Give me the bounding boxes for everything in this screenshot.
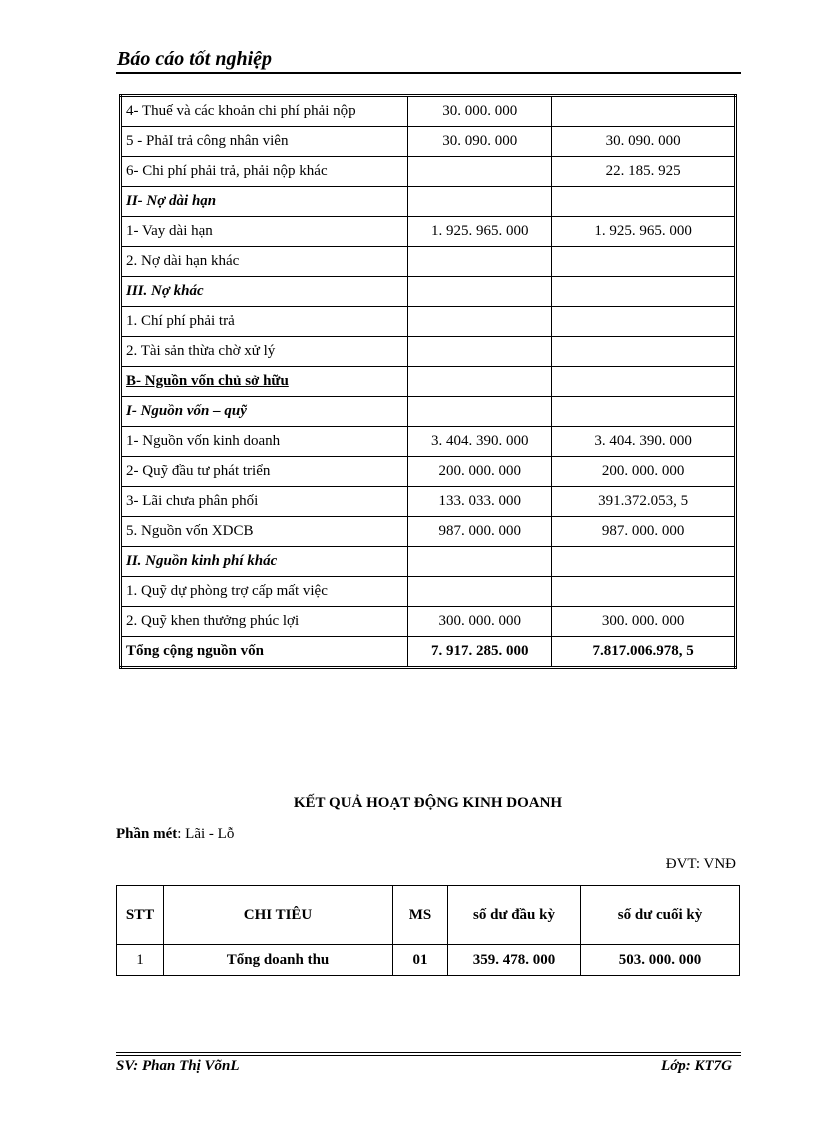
row-end-value: 300. 000. 000 <box>552 607 736 637</box>
row-label: 6- Chi phí phải trả, phải nộp khác <box>121 157 408 187</box>
row-end-value <box>552 96 736 127</box>
table-row <box>121 637 736 668</box>
header-start: số dư đầu kỳ <box>448 886 581 945</box>
row-label: 5. Nguồn vốn XDCB <box>121 517 408 547</box>
row-end-value: 987. 000. 000 <box>552 517 736 547</box>
table-row <box>121 96 736 127</box>
row-label: 1- Nguồn vốn kinh doanh <box>121 427 408 457</box>
row-end-value: 30. 090. 000 <box>552 127 736 157</box>
balance-sheet-table <box>119 94 737 669</box>
result-part-line <box>116 826 234 843</box>
row-label <box>121 547 408 577</box>
result-section-title: KẾT QUẢ HOẠT ĐỘNG KINH DOANH <box>293 795 563 811</box>
row-start-value: 987. 000. 000 <box>408 517 552 547</box>
currency-unit: ĐVT: VNĐ <box>665 856 736 872</box>
result-part-value: : Lãi - Lỗ <box>177 826 235 842</box>
header-divider <box>116 72 741 74</box>
table-row <box>121 187 736 217</box>
footer-student: SV: Phan Thị VõnL <box>116 1058 240 1074</box>
table-row <box>121 217 736 247</box>
business-result-table <box>116 885 740 976</box>
row-start-value: 359. 478. 000 <box>448 945 581 976</box>
row-name: Tổng doanh thu <box>164 945 393 976</box>
table-row <box>121 487 736 517</box>
row-end-value <box>552 187 736 217</box>
row-stt: 1 <box>117 945 164 976</box>
row-start-value <box>408 367 552 397</box>
table-row <box>121 547 736 577</box>
row-label: 1- Vay dài hạn <box>121 217 408 247</box>
row-label-text: B- Nguồn vốn chủ sở hữu <box>126 373 289 389</box>
table-row <box>121 427 736 457</box>
row-label: 2. Quỹ khen thưởng phúc lợi <box>121 607 408 637</box>
table-row <box>121 457 736 487</box>
table-row <box>121 247 736 277</box>
row-end-value <box>552 247 736 277</box>
row-end-value: 391.372.053, 5 <box>552 487 736 517</box>
table-row <box>121 307 736 337</box>
row-label: 2. Nợ dài hạn khác <box>121 247 408 277</box>
row-label: 2. Tài sản thừa chờ xử lý <box>121 337 408 367</box>
row-start-value: 30. 090. 000 <box>408 127 552 157</box>
row-label: 1. Chí phí phải trả <box>121 307 408 337</box>
table-row <box>121 127 736 157</box>
row-end-value <box>552 337 736 367</box>
table-row <box>121 157 736 187</box>
result-part-label: Phần mét <box>116 826 178 842</box>
header-name: CHI TIÊU <box>164 886 393 945</box>
row-label-text: Tổng cộng nguồn vốn <box>126 643 264 659</box>
row-start-value: 1. 925. 965. 000 <box>408 217 552 247</box>
row-start-value <box>408 547 552 577</box>
row-end-value: 22. 185. 925 <box>552 157 736 187</box>
row-end-value <box>552 307 736 337</box>
row-start-value <box>408 577 552 607</box>
table-row <box>121 607 736 637</box>
row-start-value: 133. 033. 000 <box>408 487 552 517</box>
table-row <box>117 945 740 976</box>
row-end-value <box>552 397 736 427</box>
footer-class: Lớp: KT7G <box>661 1058 732 1074</box>
row-start-value: 300. 000. 000 <box>408 607 552 637</box>
row-start-value <box>408 337 552 367</box>
row-label-text: I- Nguồn vốn – quỹ <box>126 403 247 419</box>
row-start-value <box>408 187 552 217</box>
row-label <box>121 637 408 668</box>
table-row <box>121 517 736 547</box>
row-end-value: 200. 000. 000 <box>552 457 736 487</box>
row-label: 5 - PhảI trả công nhân viên <box>121 127 408 157</box>
row-end-value: 3. 404. 390. 000 <box>552 427 736 457</box>
header-end: số dư cuối kỳ <box>581 886 740 945</box>
row-label: 1. Quỹ dự phòng trợ cấp mất việc <box>121 577 408 607</box>
row-start-value <box>408 247 552 277</box>
row-label <box>121 187 408 217</box>
row-label-text: III. Nợ khác <box>126 283 204 299</box>
row-label: 4- Thuế và các khoản chi phí phải nộp <box>121 96 408 127</box>
row-start-value: 200. 000. 000 <box>408 457 552 487</box>
row-label-text: II- Nợ dài hạn <box>126 193 217 209</box>
page-header-title: Báo cáo tốt nghiệp <box>117 48 273 70</box>
row-end-value: 7.817.006.978, 5 <box>552 637 736 668</box>
table-row <box>121 577 736 607</box>
table-row <box>121 337 736 367</box>
row-start-value <box>408 307 552 337</box>
table-row <box>121 367 736 397</box>
row-label <box>121 367 408 397</box>
row-end-value <box>552 277 736 307</box>
row-end-value <box>552 367 736 397</box>
row-start-value: 30. 000. 000 <box>408 96 552 127</box>
row-end-value <box>552 547 736 577</box>
row-end-value: 503. 000. 000 <box>581 945 740 976</box>
row-start-value <box>408 157 552 187</box>
row-start-value: 3. 404. 390. 000 <box>408 427 552 457</box>
table-row <box>121 277 736 307</box>
row-end-value <box>552 577 736 607</box>
row-label: 2- Quỹ đầu tư phát triển <box>121 457 408 487</box>
row-label-text: II. Nguồn kinh phí khác <box>126 553 278 569</box>
row-start-value <box>408 397 552 427</box>
table-row <box>121 397 736 427</box>
row-code: 01 <box>393 945 448 976</box>
result-header-row <box>117 886 740 945</box>
row-end-value: 1. 925. 965. 000 <box>552 217 736 247</box>
header-code: MS <box>393 886 448 945</box>
footer-divider <box>116 1052 741 1056</box>
row-start-value: 7. 917. 285. 000 <box>408 637 552 668</box>
header-stt: STT <box>117 886 164 945</box>
row-label <box>121 277 408 307</box>
row-label: 3- Lãi chưa phân phối <box>121 487 408 517</box>
row-label <box>121 397 408 427</box>
row-start-value <box>408 277 552 307</box>
